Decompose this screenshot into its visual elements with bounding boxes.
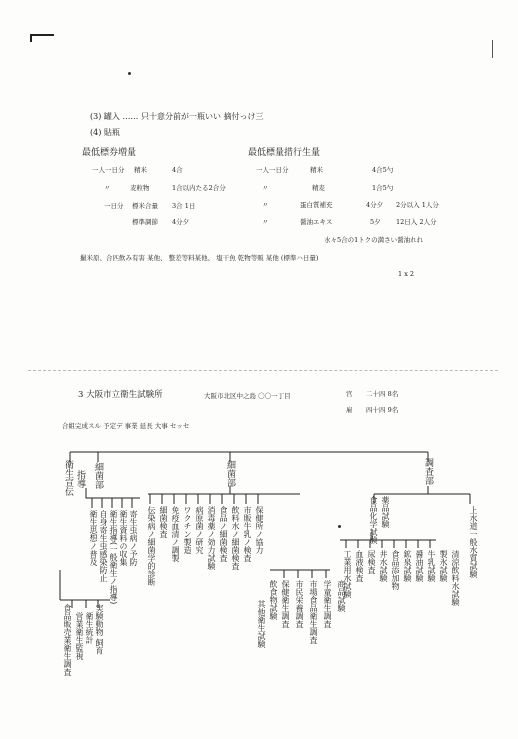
- b3-leaf-1: 伝染病ノ細菌学的診断: [147, 506, 156, 586]
- right-row-2-c: 1合5勺: [372, 184, 394, 192]
- left-row-1-b: 精米: [134, 166, 147, 174]
- left-row-2-a: 〃: [104, 184, 111, 192]
- b2-leaf-4: 衛生資料の収集: [119, 510, 128, 566]
- b2-leaf-5: 寄生虫病ノ予防: [129, 510, 138, 566]
- right-row-1-c: 4合5勺: [372, 166, 394, 174]
- b4-leaf-3: 市場食品衛生調査: [309, 580, 318, 644]
- item-3-line: (3) 罐入 …… 只十意分前が一瓶いい 摘付っけ三: [90, 112, 264, 121]
- section-heading: 3 大阪市立衛生試験所: [78, 390, 163, 400]
- right-row-1-b: 精米: [310, 166, 323, 174]
- left-row-2-b: 麦粒物: [130, 184, 150, 192]
- b3-leaf-4: ワクチン製造: [183, 506, 192, 554]
- b4-leaf-7: 衛生統計: [85, 612, 94, 644]
- right-row-4-a: 〃: [262, 218, 269, 226]
- food-list-line: 撮米原、合匹飲み有害 某他、 整差等料某他、 塩干魚 乾物等販 某他 (標準ハ日量): [80, 254, 319, 262]
- right-table-note: 水々5合の1トクの満さい醤油れれ: [324, 236, 424, 244]
- b5-leaf-10: 醤油試験: [415, 550, 424, 582]
- b5-leaf-13: 清涼飲料水試験: [451, 550, 460, 606]
- plan-note: 合組完成スル 予定デ 事業 延長 大事 セッセ: [62, 422, 190, 430]
- b2-leaf-3: 衛生指導(一般衛生ノ指導): [109, 510, 118, 605]
- b5-leaf-7: 井水試験: [379, 550, 388, 582]
- page-number: 1 x 2: [398, 270, 415, 278]
- b5-leaf-4: 工業用水試験: [343, 550, 352, 598]
- b5-leaf-11: 牛乳試験: [427, 550, 436, 582]
- branch-hygiene-sublabel: 指導: [75, 470, 85, 488]
- b5-leaf-9: 鉱泉試験: [403, 550, 412, 582]
- b2-leaf-1: 衛生思想ノ普及: [89, 510, 98, 566]
- b4-leaf-6: 営業衛生監視: [75, 612, 84, 660]
- staff-label-2: 雇: [346, 406, 353, 414]
- right-row-4-c: 5夕: [370, 218, 381, 226]
- b5-leaf-2: 食品化学試験: [369, 496, 378, 544]
- b5-leaf-16: 其他衛生試験: [257, 600, 266, 648]
- b5-leaf-8: 食品添加物: [391, 550, 400, 590]
- address: 大阪市北区中之島 〇〇一丁目: [204, 392, 291, 400]
- b3-leaf-10: 保健所ノ協力: [255, 506, 264, 554]
- b5-leaf-6: 尿検査: [367, 550, 376, 574]
- left-table-title: 最低標券増量: [82, 148, 137, 158]
- b4-leaf-2: 市民栄養調査: [295, 580, 304, 628]
- left-row-4-b: 標準調節: [132, 218, 158, 226]
- b3-leaf-8: 飲料水ノ細菌検査: [231, 506, 240, 570]
- staff-label-1: 官: [346, 390, 353, 398]
- right-row-2-a: 〃: [262, 184, 269, 192]
- b2-leaf-2: 自身寄生虫感染防止: [99, 510, 108, 582]
- b3-leaf-5: 病原菌ノ研究: [195, 506, 204, 554]
- b3-leaf-7: 食品ノ細菌検査: [219, 506, 228, 562]
- b3-leaf-9: 市販牛乳ノ検査: [243, 506, 252, 562]
- staff-value-1: 二十四 8名: [366, 390, 399, 398]
- b5-leaf-12: 製氷試験: [439, 550, 448, 582]
- b4-leaf-4: 学童衛生調査: [323, 580, 332, 628]
- b5-leaf-15: 商品試験: [337, 580, 346, 612]
- right-row-2-b: 精麦: [312, 184, 325, 192]
- branch-hygiene-label: 衛生宣伝: [63, 460, 73, 496]
- b4-leaf-1: 保健衛生調査: [281, 580, 290, 628]
- right-row-4-d: 12日入 2人分: [396, 218, 437, 226]
- b4-leaf-5: 食品販売業衛生調査: [63, 604, 72, 676]
- staff-value-2: 四十四 9名: [366, 406, 399, 414]
- left-row-3-c: 3合 1日: [172, 202, 196, 210]
- left-row-4-c: 4分夕: [172, 218, 190, 226]
- right-table-title: 最低標量措行生量: [248, 148, 321, 158]
- right-row-3-c: 4分夕: [366, 201, 384, 209]
- b3-leaf-2: 細菌検査: [159, 506, 168, 538]
- b5-leaf-14: 飲食物試験: [269, 580, 278, 620]
- left-row-3-b: 標米合量: [132, 202, 158, 210]
- branch-b4-label: 調査部: [423, 458, 433, 485]
- left-row-1-a: 一人一日分: [92, 166, 125, 174]
- b3-leaf-6: 消毒薬ノ効力試験: [207, 506, 216, 570]
- left-row-2-c: 1合以内たる2合分: [172, 184, 226, 192]
- left-row-1-c: 4合: [172, 166, 183, 174]
- branch-b3-label: 細菌部: [225, 460, 235, 487]
- right-row-1-a: 一人一日分: [256, 166, 289, 174]
- b5-leaf-1: 上水道一般水質試験: [469, 506, 478, 578]
- right-row-3-a: 〃: [262, 201, 269, 209]
- left-row-3-a: 一日分: [104, 202, 124, 210]
- b2-leaf-6: 実験動物 飼育: [95, 604, 104, 655]
- b5-leaf-3: 薬品試験: [381, 496, 390, 528]
- branch-b2-label: 細菌部: [93, 462, 103, 489]
- b3-leaf-3: 免疫血清ノ調製: [171, 506, 180, 562]
- right-row-4-b: 醤油エキス: [300, 218, 333, 226]
- right-row-3-d: 2分以入 1人分: [396, 201, 439, 209]
- item-4-line: (4) 貼瓶: [90, 128, 120, 137]
- right-row-3-b: 蛋白質補充: [300, 201, 333, 209]
- b5-leaf-5: 血液検査: [355, 550, 364, 582]
